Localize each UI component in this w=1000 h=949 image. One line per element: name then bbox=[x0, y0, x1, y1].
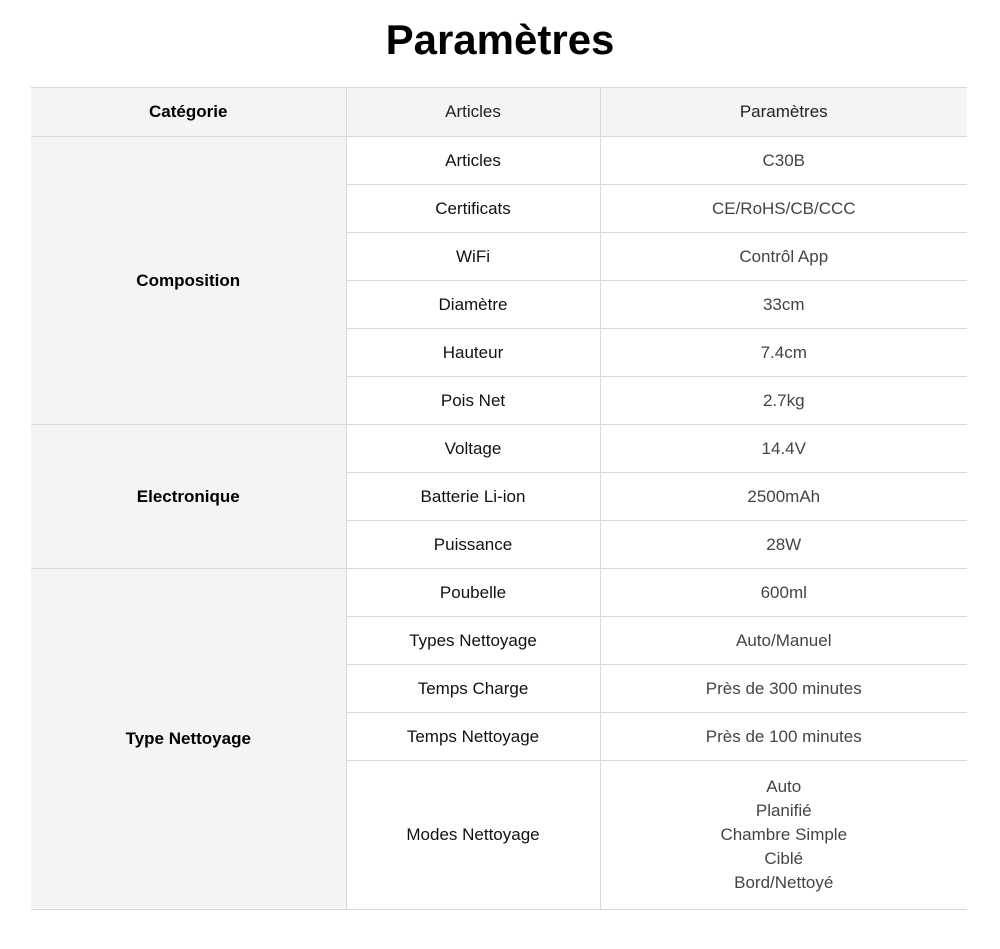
value-cell bbox=[600, 473, 967, 521]
article-cell: Temps Charge bbox=[346, 665, 600, 713]
value-line: Auto/Manuel bbox=[736, 630, 832, 650]
value-line: 33cm bbox=[762, 294, 805, 314]
article-cell: Certificats bbox=[346, 185, 600, 233]
value-cell bbox=[600, 665, 967, 713]
value-cell bbox=[600, 137, 967, 185]
value-cell bbox=[600, 713, 967, 761]
value-cell bbox=[600, 185, 967, 233]
value-line: 2500mAh bbox=[747, 486, 821, 506]
value-line: Auto bbox=[766, 777, 802, 796]
article-cell: Diamètre bbox=[346, 281, 600, 329]
value-line: CE/RoHS/CB/CCC bbox=[711, 198, 856, 218]
article-cell: Poubelle bbox=[346, 569, 600, 617]
value-cell bbox=[600, 569, 967, 617]
header-parametres: Paramètres bbox=[600, 88, 967, 137]
article-cell: Batterie Li-ion bbox=[346, 473, 600, 521]
value-line: 28W bbox=[766, 534, 802, 554]
article-cell: Hauteur bbox=[346, 329, 600, 377]
value-cell bbox=[600, 617, 967, 665]
article-cell: Pois Net bbox=[346, 377, 600, 425]
value-line: Près de 100 minutes bbox=[705, 726, 862, 746]
value-cell bbox=[600, 281, 967, 329]
table-row bbox=[31, 137, 967, 185]
value-line: Ciblé bbox=[764, 849, 804, 868]
value-cell bbox=[600, 761, 967, 910]
value-cell bbox=[600, 233, 967, 281]
value-line: 600ml bbox=[760, 582, 807, 602]
value-line: 7.4cm bbox=[760, 342, 807, 362]
value-line: C30B bbox=[762, 150, 806, 170]
value-cell bbox=[600, 377, 967, 425]
value-cell bbox=[600, 425, 967, 473]
value-line: Près de 300 minutes bbox=[705, 678, 862, 698]
value-line: Contrôl App bbox=[739, 246, 829, 266]
category-cell: Electronique bbox=[31, 425, 346, 569]
value-line: 2.7kg bbox=[762, 390, 805, 410]
article-cell: Temps Nettoyage bbox=[346, 713, 600, 761]
value-cell bbox=[600, 521, 967, 569]
category-cell: Type Nettoyage bbox=[31, 569, 346, 910]
value-line: Planifié bbox=[755, 801, 812, 820]
category-cell: Composition bbox=[31, 137, 346, 425]
article-cell: WiFi bbox=[346, 233, 600, 281]
header-articles: Articles bbox=[346, 88, 600, 137]
table-row bbox=[31, 569, 967, 617]
spec-table-body bbox=[31, 137, 967, 910]
value-line: Bord/Nettoyé bbox=[734, 873, 834, 892]
article-cell: Modes Nettoyage bbox=[346, 761, 600, 910]
spec-table bbox=[31, 87, 967, 910]
value-line: 14.4V bbox=[761, 438, 806, 458]
value-cell bbox=[600, 329, 967, 377]
table-row bbox=[31, 425, 967, 473]
value-line: Chambre Simple bbox=[720, 825, 848, 844]
header-category: Catégorie bbox=[31, 88, 346, 137]
article-cell: Types Nettoyage bbox=[346, 617, 600, 665]
spec-table-header bbox=[31, 88, 967, 137]
page-title: Paramètres bbox=[385, 16, 615, 63]
article-cell: Voltage bbox=[346, 425, 600, 473]
header-row bbox=[31, 88, 967, 137]
article-cell: Puissance bbox=[346, 521, 600, 569]
article-cell: Articles bbox=[346, 137, 600, 185]
